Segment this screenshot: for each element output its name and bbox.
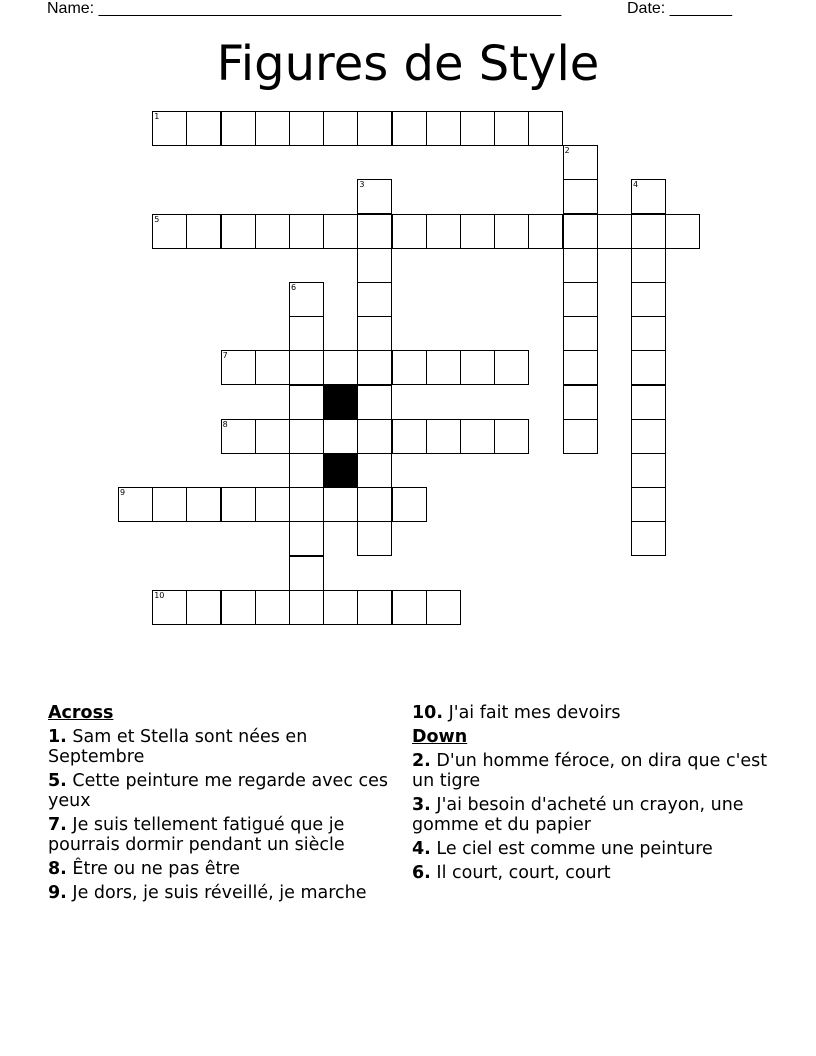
across-clue-5: 5. Cette peinture me regarde avec ces yeux bbox=[48, 771, 389, 811]
grid-cell[interactable] bbox=[152, 590, 187, 625]
grid-cell[interactable] bbox=[357, 350, 392, 385]
grid-cell[interactable] bbox=[186, 487, 221, 522]
grid-cell[interactable] bbox=[289, 214, 324, 249]
across-heading: Across bbox=[48, 703, 114, 723]
grid-cell[interactable] bbox=[631, 487, 666, 522]
grid-cell[interactable] bbox=[289, 111, 324, 146]
grid-cell[interactable] bbox=[631, 453, 666, 488]
grid-cell[interactable] bbox=[563, 214, 598, 249]
down-clue-2: 2. D'un homme féroce, on dira que c'est un tigre bbox=[412, 751, 768, 791]
grid-cell[interactable] bbox=[631, 179, 666, 214]
grid-cell[interactable] bbox=[323, 419, 358, 454]
grid-cell[interactable] bbox=[289, 385, 324, 420]
down-heading: Down bbox=[412, 727, 468, 747]
black-cell bbox=[323, 385, 358, 420]
grid-cell[interactable] bbox=[221, 419, 256, 454]
grid-cell[interactable] bbox=[494, 214, 529, 249]
grid-cell[interactable] bbox=[357, 214, 392, 249]
grid-cell[interactable] bbox=[392, 590, 427, 625]
grid-cell[interactable] bbox=[665, 214, 700, 249]
grid-cell[interactable] bbox=[528, 214, 563, 249]
clue-number: 8 bbox=[222, 419, 228, 429]
grid-cell[interactable] bbox=[357, 453, 392, 488]
grid-cell[interactable] bbox=[289, 419, 324, 454]
grid-cell[interactable] bbox=[563, 316, 598, 351]
grid-cell[interactable] bbox=[186, 590, 221, 625]
clue-number: 3 bbox=[359, 180, 365, 190]
grid-cell[interactable] bbox=[152, 487, 187, 522]
grid-cell[interactable] bbox=[563, 248, 598, 283]
grid-cell[interactable] bbox=[631, 214, 666, 249]
grid-cell[interactable] bbox=[289, 453, 324, 488]
grid-cell[interactable] bbox=[357, 419, 392, 454]
grid-cell[interactable] bbox=[289, 350, 324, 385]
grid-cell[interactable] bbox=[323, 111, 358, 146]
grid-cell[interactable] bbox=[631, 419, 666, 454]
grid-cell[interactable] bbox=[221, 350, 256, 385]
black-cell bbox=[323, 453, 358, 488]
grid-cell[interactable] bbox=[186, 111, 221, 146]
grid-cell[interactable] bbox=[426, 590, 461, 625]
grid-cell[interactable] bbox=[357, 179, 392, 214]
grid-cell[interactable] bbox=[289, 282, 324, 317]
grid-cell[interactable] bbox=[357, 316, 392, 351]
clue-number: 7 bbox=[222, 351, 228, 361]
grid-cell[interactable] bbox=[289, 521, 324, 556]
grid-cell[interactable] bbox=[392, 214, 427, 249]
grid-cell[interactable] bbox=[357, 487, 392, 522]
grid-cell[interactable] bbox=[323, 590, 358, 625]
across-clue-7: 7. Je suis tellement fatigué que je pourrais dormir pendant un siècle bbox=[48, 815, 345, 855]
grid-cell[interactable] bbox=[255, 214, 290, 249]
grid-cell[interactable] bbox=[563, 350, 598, 385]
grid-cell[interactable] bbox=[460, 419, 495, 454]
grid-cell[interactable] bbox=[255, 590, 290, 625]
clue-number: 10 bbox=[154, 590, 165, 600]
grid-cell[interactable] bbox=[289, 316, 324, 351]
date-label: Date: _______ bbox=[627, 0, 732, 17]
page-title: Figures de Style bbox=[216, 36, 600, 92]
grid-cell[interactable] bbox=[357, 111, 392, 146]
down-clue-6: 6. Il court, court, court bbox=[412, 863, 611, 883]
grid-cell[interactable] bbox=[460, 111, 495, 146]
grid-cell[interactable] bbox=[357, 248, 392, 283]
clue-number: 9 bbox=[120, 488, 126, 498]
grid-cell[interactable] bbox=[563, 179, 598, 214]
clue-number: 6 bbox=[291, 283, 297, 292]
grid-cell[interactable] bbox=[460, 214, 495, 249]
grid-cell[interactable] bbox=[152, 111, 187, 146]
grid-cell[interactable] bbox=[460, 350, 495, 385]
grid-cell[interactable] bbox=[494, 419, 529, 454]
grid-cell[interactable] bbox=[563, 419, 598, 454]
grid-cell[interactable] bbox=[631, 248, 666, 283]
grid-cell[interactable] bbox=[255, 111, 290, 146]
grid-cell[interactable] bbox=[221, 487, 256, 522]
grid-cell[interactable] bbox=[221, 214, 256, 249]
across-clue-9: 9. Je dors, je suis réveillé, je marche bbox=[48, 883, 367, 903]
grid-cell[interactable] bbox=[255, 487, 290, 522]
grid-cell[interactable] bbox=[426, 214, 461, 249]
clue-number: 4 bbox=[633, 180, 639, 190]
clues-column-right bbox=[412, 703, 772, 887]
grid-cell[interactable] bbox=[631, 350, 666, 385]
grid-cell[interactable] bbox=[631, 521, 666, 556]
grid-cell[interactable] bbox=[152, 214, 187, 249]
grid-cell[interactable] bbox=[392, 111, 427, 146]
grid-cell[interactable] bbox=[323, 214, 358, 249]
down-clue-3: 3. J'ai besoin d'acheté un crayon, une gomme et du papier bbox=[412, 795, 744, 835]
grid-cell[interactable] bbox=[528, 111, 563, 146]
across-clue-1: 1. Sam et Stella sont nées en Septembre bbox=[48, 727, 308, 767]
grid-cell[interactable] bbox=[255, 350, 290, 385]
grid-cell[interactable] bbox=[186, 214, 221, 249]
grid-cell[interactable] bbox=[357, 590, 392, 625]
name-label: Name: ____________________________________________________ bbox=[47, 0, 562, 17]
across-clue-10: 10. J'ai fait mes devoirs bbox=[412, 703, 621, 723]
grid-cell[interactable] bbox=[631, 385, 666, 420]
across-clue-8: 8. Être ou ne pas être bbox=[48, 859, 240, 879]
grid-cell[interactable] bbox=[392, 419, 427, 454]
grid-cell[interactable] bbox=[357, 385, 392, 420]
grid-cell[interactable] bbox=[357, 521, 392, 556]
grid-cell[interactable] bbox=[563, 385, 598, 420]
grid-cell[interactable] bbox=[392, 350, 427, 385]
grid-cell[interactable] bbox=[221, 111, 256, 146]
grid-cell[interactable] bbox=[289, 556, 324, 591]
clues-column-left bbox=[48, 703, 398, 907]
grid-cell[interactable] bbox=[426, 419, 461, 454]
grid-cell[interactable] bbox=[426, 350, 461, 385]
grid-cell[interactable] bbox=[494, 111, 529, 146]
grid-cell[interactable] bbox=[118, 487, 153, 522]
grid-cell[interactable] bbox=[563, 282, 598, 317]
grid-cell[interactable] bbox=[392, 487, 427, 522]
grid-cell[interactable] bbox=[221, 590, 256, 625]
grid-cell[interactable] bbox=[631, 282, 666, 317]
grid-cell[interactable] bbox=[255, 419, 290, 454]
grid-cell[interactable] bbox=[494, 350, 529, 385]
grid-cell[interactable] bbox=[289, 590, 324, 625]
grid-cell[interactable] bbox=[563, 145, 598, 180]
grid-cell[interactable] bbox=[323, 487, 358, 522]
clue-number: 5 bbox=[154, 214, 160, 224]
grid-cell[interactable] bbox=[631, 316, 666, 351]
clue-number: 1 bbox=[154, 112, 160, 121]
grid-cell[interactable] bbox=[597, 214, 632, 249]
down-clue-4: 4. Le ciel est comme une peinture bbox=[412, 839, 713, 859]
grid-cell[interactable] bbox=[426, 111, 461, 146]
grid-cell[interactable] bbox=[357, 282, 392, 317]
grid-cell[interactable] bbox=[289, 487, 324, 522]
grid-cell[interactable] bbox=[323, 350, 358, 385]
clue-number: 2 bbox=[564, 146, 570, 156]
